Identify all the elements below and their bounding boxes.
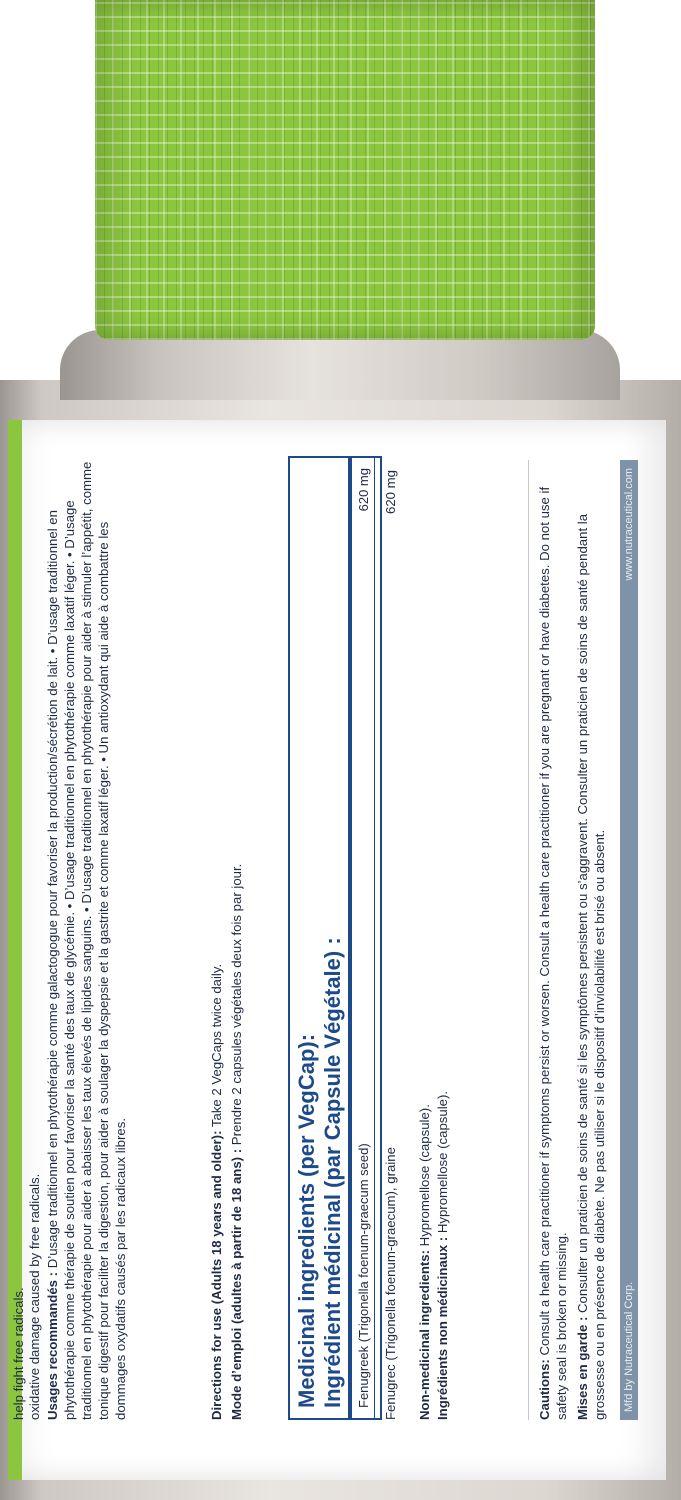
mode-heading: Mode d’emploi (adultes à partir de 18 ans) : <box>229 1148 244 1420</box>
mises-paragraph <box>574 460 608 1420</box>
directions-heading: Directions for use (Adults 18 years and older): <box>209 1130 224 1420</box>
usages-heading: Usages recommandés : <box>45 1271 60 1420</box>
medicinal-title-fr: Ingrédient médicinal (par Capsule Végétale) : <box>320 937 345 1408</box>
intro-fragment: help fight free radicals. <box>11 1287 26 1420</box>
ingredient-fr-name: Fenugrec (Trigonella foenum-graecum), graine <box>383 1147 398 1420</box>
ingredient-en-amount: 620 mg <box>356 468 371 512</box>
mode-text: Prendre 2 capsules végétales deux fois par jour. <box>229 863 244 1146</box>
non-med-en-heading: Non-medicinal ingredients: <box>417 1250 432 1420</box>
directions-paragraph <box>208 460 225 1420</box>
medicinal-title-en: Medicinal ingredients (per VegCap): <box>294 1033 319 1408</box>
non-med-fr-heading: Ingrédients non médicinaux : <box>435 1236 450 1420</box>
non-med-en-text: Hypromellose (capsule). <box>417 1104 432 1247</box>
manufacturer-text: Mfd by Nutraceutical Corp. <box>623 1281 635 1412</box>
usages-text: D’usage traditionnel en phytothérapie comme galactogogue pour favoriser la production/sécrétion de lait. • D’usage traditionnel en phytothérapie comme thérapie de soutien pour favoriser la santé des taux de glycémie. • D’usage traditionnel en phytothérapie comme laxatif léger. • D’usage traditionnel en phytothérapie pour aider à abaisser les taux élevés de lipides sanguins. • D’usage traditionnel en phytothérapie pour aider à stimuler l’appétit, comme tonique digestif pour faciliter la digestion, pour aider à soulager la dyspepsie et la gastrite et comme laxatif léger. • Un antioxydant qui aide à combattre les dommages oxydatifs causés par les radicaux libres. <box>45 461 128 1420</box>
ingredient-fr-row <box>382 460 399 1420</box>
mises-heading: Mises en garde : <box>575 1316 590 1420</box>
medicinal-divider-bar <box>348 458 352 1418</box>
ingredient-fr-amount: 620 mg <box>383 470 398 514</box>
mode-paragraph <box>228 460 245 1420</box>
non-med-en-paragraph <box>416 460 433 1420</box>
cautions-paragraph <box>536 460 570 1420</box>
cautions-text: Consult a health care practitioner if symptoms persist or worsen. Consult a health care practitioner if you are pregnant or have diabetes. Do not use if safety seal is broken or missing. <box>537 486 569 1420</box>
product-label <box>8 420 666 1480</box>
ingredient-en-name: Fenugreek (Trigonella foenum-graecum seed) <box>356 1143 371 1408</box>
manufacturer-band <box>620 460 638 1420</box>
mises-text: Consulter un praticien de soins de santé si les symptômes persistent ou s’aggravent. Consulter un praticien de soins de santé pendant la grossesse ou en présence de diabète. Ne pas utiliser si le dispositif d’inviolabilité est brisé ou absent. <box>575 513 607 1420</box>
intro-line: oxidative damage caused by free radicals. <box>27 1173 42 1420</box>
directions-text: Take 2 VegCaps twice daily. <box>209 963 224 1128</box>
medicinal-ingredients-box <box>288 456 382 1420</box>
cautions-heading: Cautions: <box>537 1359 552 1420</box>
bottle-neck <box>60 330 620 400</box>
label-text-rotated <box>8 420 666 1480</box>
website-text: www.nutraceutical.com <box>623 468 635 581</box>
green-bottle-cap <box>95 0 595 340</box>
non-med-fr-paragraph <box>434 460 451 1420</box>
non-med-fr-text: Hypromellose (capsule). <box>435 1090 450 1234</box>
section-separator <box>528 460 529 1420</box>
ingredient-divider <box>374 458 375 1418</box>
usages-paragraph <box>44 460 129 1420</box>
